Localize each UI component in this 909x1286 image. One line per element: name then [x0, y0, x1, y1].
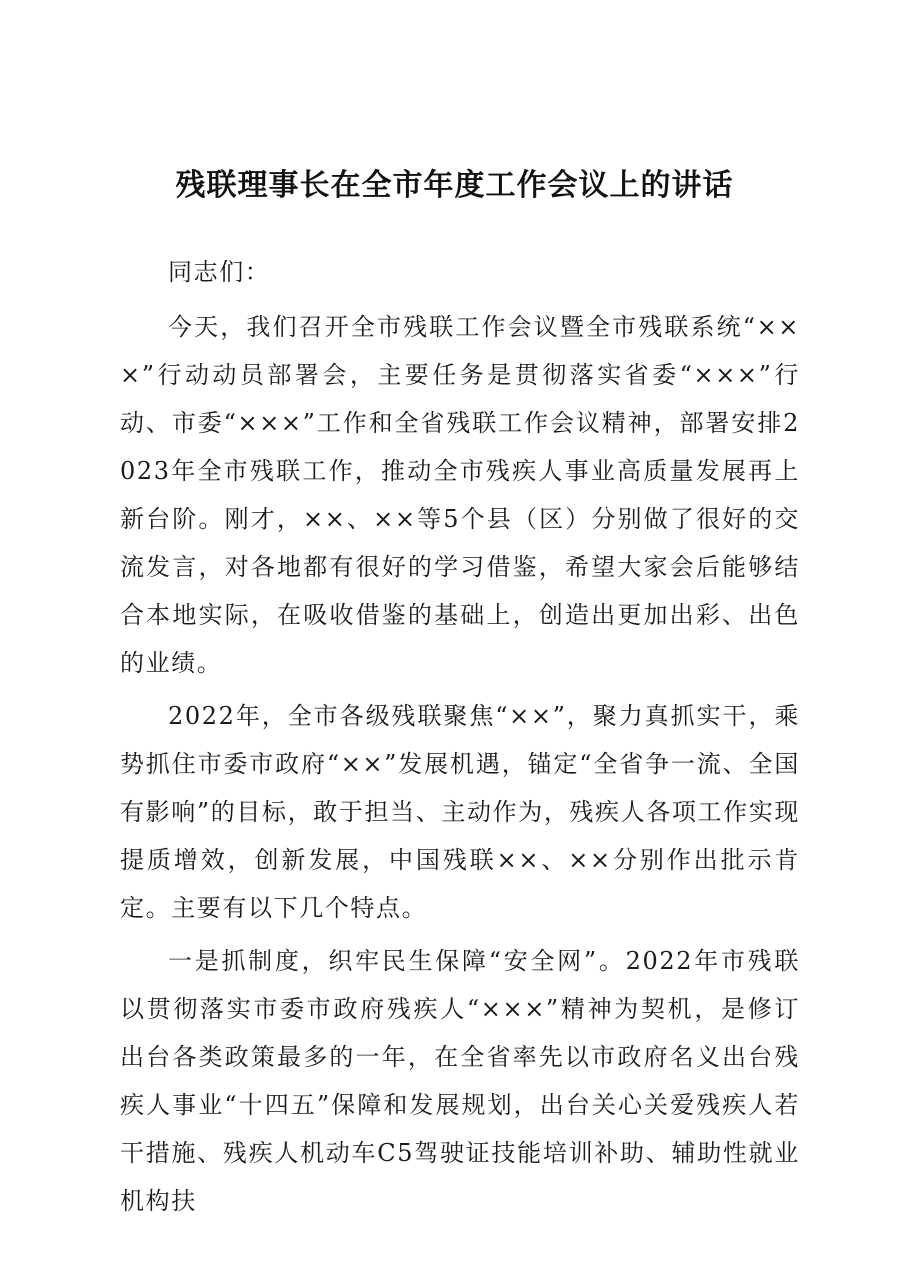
paragraph-point-one: 一是抓制度，织牢民生保障“安全网”。2022年市残联以贯彻落实市委市政府残疾人“×××”精神为契机，是修订出台各类政策最多的一年，在全省率先以市政府名义出台残疾人事业“十四五”保障和发展规划，出台关心关爱残疾人若干措施、残疾人机动车C5驾驶证技能培训补助、辅助性就业机构扶	[120, 947, 800, 1215]
salutation: 同志们：	[168, 258, 271, 286]
document-body	[120, 248, 800, 1225]
paragraph-summary-2022: 2022年，全市各级残联聚焦“××”，聚力真抓实干，乘势抓住市委市政府“××”发展机遇，锚定“全省争一流、全国有影响”的目标，敢于担当、主动作为，残疾人各项工作实现提质增效，创新发展，中国残联××、××分别作出批示肯定。主要有以下几个特点。	[120, 702, 800, 922]
paragraph-opening: 今天，我们召开全市残联工作会议暨全市残联系统“×××”行动动员部署会，主要任务是贯彻落实省委“×××”行动、市委“×××”工作和全省残联工作会议精神，部署安排2023年全市残联工作，推动全市残疾人事业高质量发展再上新台阶。刚才，××、××等5个县（区）分别做了很好的交流发言，对各地都有很好的学习借鉴，希望大家会后能够结合本地实际，在吸收借鉴的基础上，创造出更加出彩、出色的业绩。	[120, 313, 800, 677]
document-title: 残联理事长在全市年度工作会议上的讲话	[175, 168, 734, 203]
